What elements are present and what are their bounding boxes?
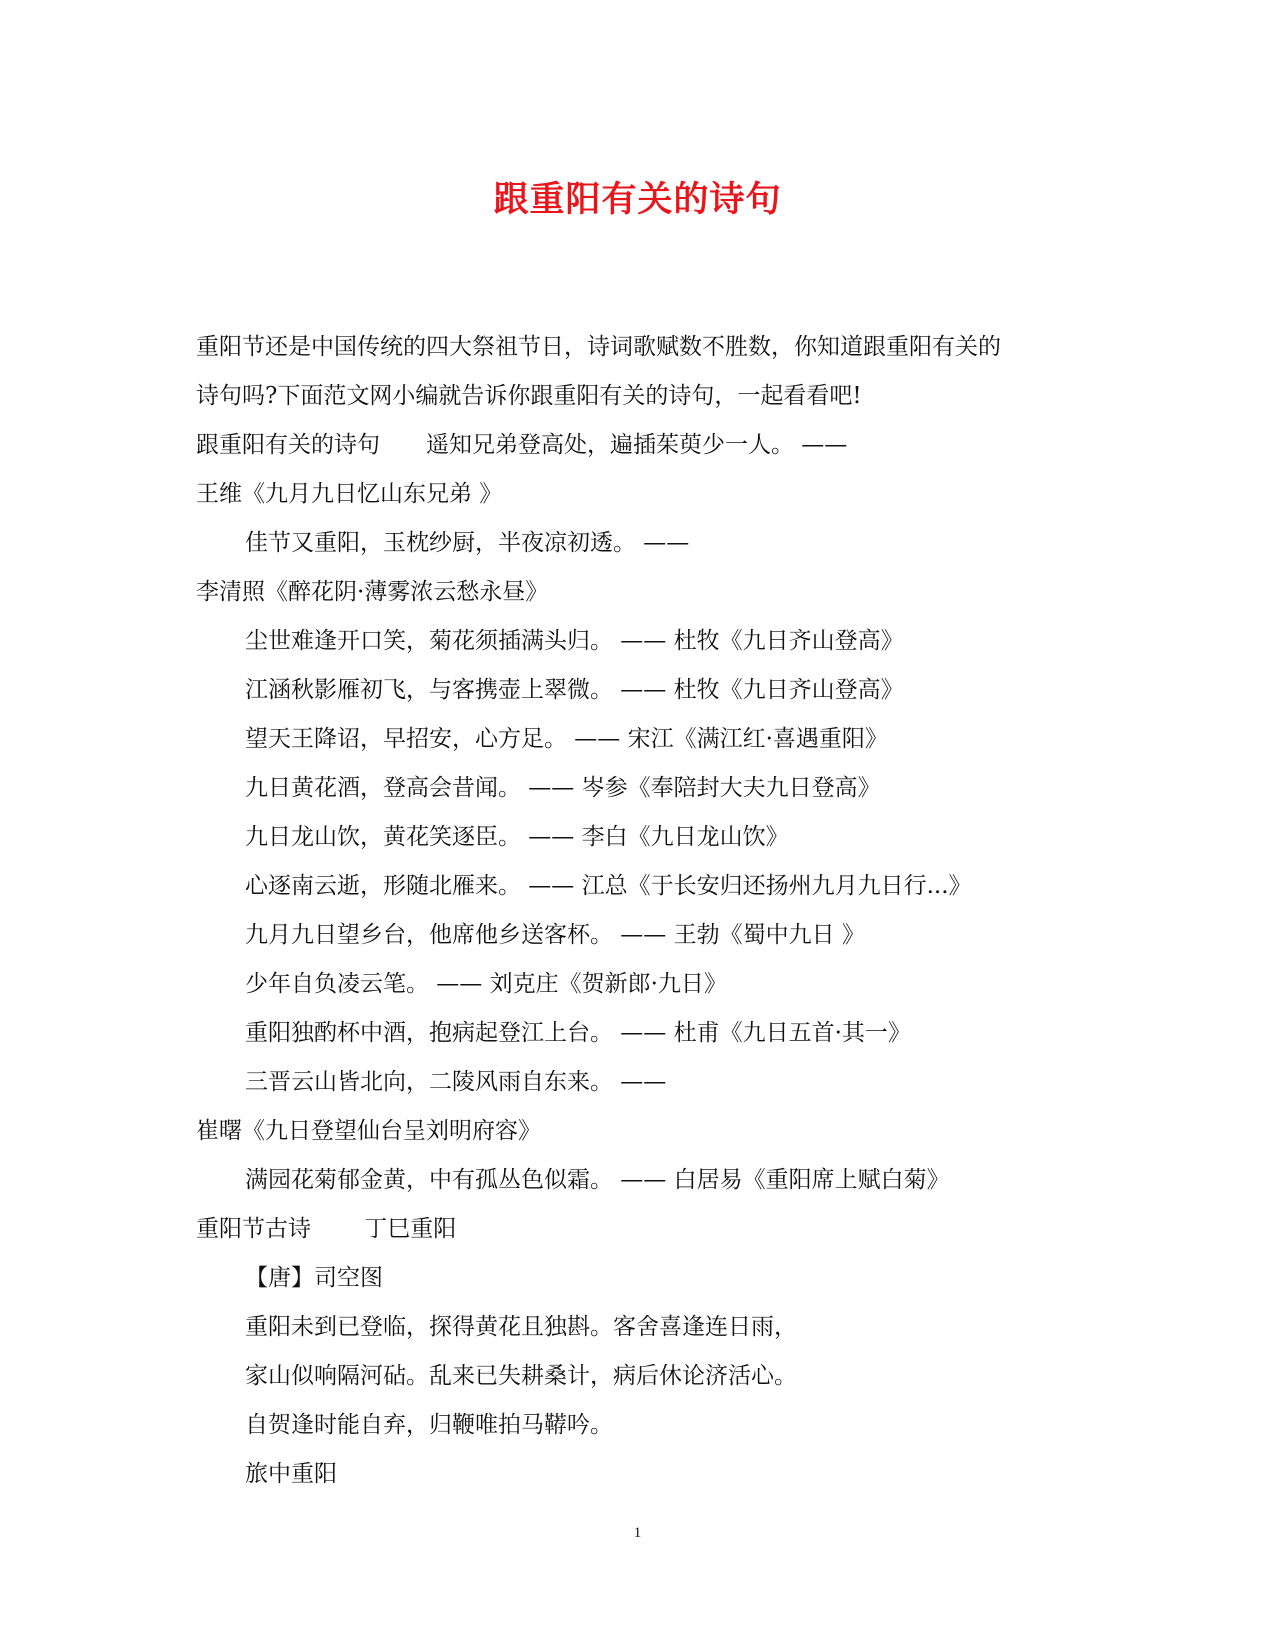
document-body [196,323,1096,1499]
section-heading-line: 重阳节古诗 丁巳重阳 [196,1216,457,1242]
paragraph-line: 佳节又重阳，玉枕纱厨，半夜凉初透。 —— [245,530,690,556]
paragraph-line: 九日龙山饮，黄花笑逐臣。 —— 李白《九日龙山饮》 [245,824,789,850]
poem-title-line: 旅中重阳 [245,1461,337,1487]
poem-line: 自贺逢时能自弃，归鞭唯拍马鞯吟。 [245,1412,613,1438]
paragraph-line: 诗句吗?下面范文网小编就告诉你跟重阳有关的诗句，一起看看吧! [196,383,862,409]
poem-line: 家山似响隔河砧。乱来已失耕桑计，病后休论济活心。 [245,1363,797,1389]
poem-author-line: 【唐】司空图 [245,1265,383,1291]
paragraph-line: 王维《九月九日忆山东兄弟 》 [196,481,503,507]
paragraph-line: 重阳节还是中国传统的四大祭祖节日，诗词歌赋数不胜数，你知道跟重阳有关的 [196,334,1001,360]
document-title: 跟重阳有关的诗句 [493,179,782,220]
paragraph-line: 心逐南云逝，形随北雁来。 —— 江总《于长安归还扬州九月九日行...》 [245,873,972,899]
paragraph-line: 重阳独酌杯中酒，抱病起登江上台。 —— 杜甫《九日五首·其一》 [245,1020,911,1046]
paragraph-line: 九月九日望乡台，他席他乡送客杯。 —— 王勃《蜀中九日 》 [245,922,865,948]
poem-line: 重阳未到已登临，探得黄花且独斟。客舍喜逢连日雨， [245,1314,797,1340]
paragraph-line: 少年自负凌云笔。 —— 刘克庄《贺新郎·九日》 [245,971,727,997]
paragraph-line: 崔曙《九日登望仙台呈刘明府容》 [196,1118,541,1144]
paragraph-line: 满园花菊郁金黄，中有孤丛色似霜。 —— 白居易《重阳席上赋白菊》 [245,1167,950,1193]
paragraph-line: 李清照《醉花阴·薄雾浓云愁永昼》 [196,579,549,605]
paragraph-line: 望天王降诏，早招安，心方足。 —— 宋江《满江红·喜遇重阳》 [245,726,888,752]
paragraph-line: 跟重阳有关的诗句 遥知兄弟登高处，遍插茱萸少一人。 —— [196,432,848,458]
paragraph-line: 尘世难逢开口笑，菊花须插满头归。 —— 杜牧《九日齐山登高》 [245,628,904,654]
page-number: 1 [633,1525,642,1541]
paragraph-line: 江涵秋影雁初飞，与客携壶上翠微。 —— 杜牧《九日齐山登高》 [245,677,904,703]
paragraph-line: 九日黄花酒，登高会昔闻。 —— 岑参《奉陪封大夫九日登高》 [245,775,881,801]
paragraph-line: 三晋云山皆北向，二陵风雨自东来。 —— [245,1069,667,1095]
